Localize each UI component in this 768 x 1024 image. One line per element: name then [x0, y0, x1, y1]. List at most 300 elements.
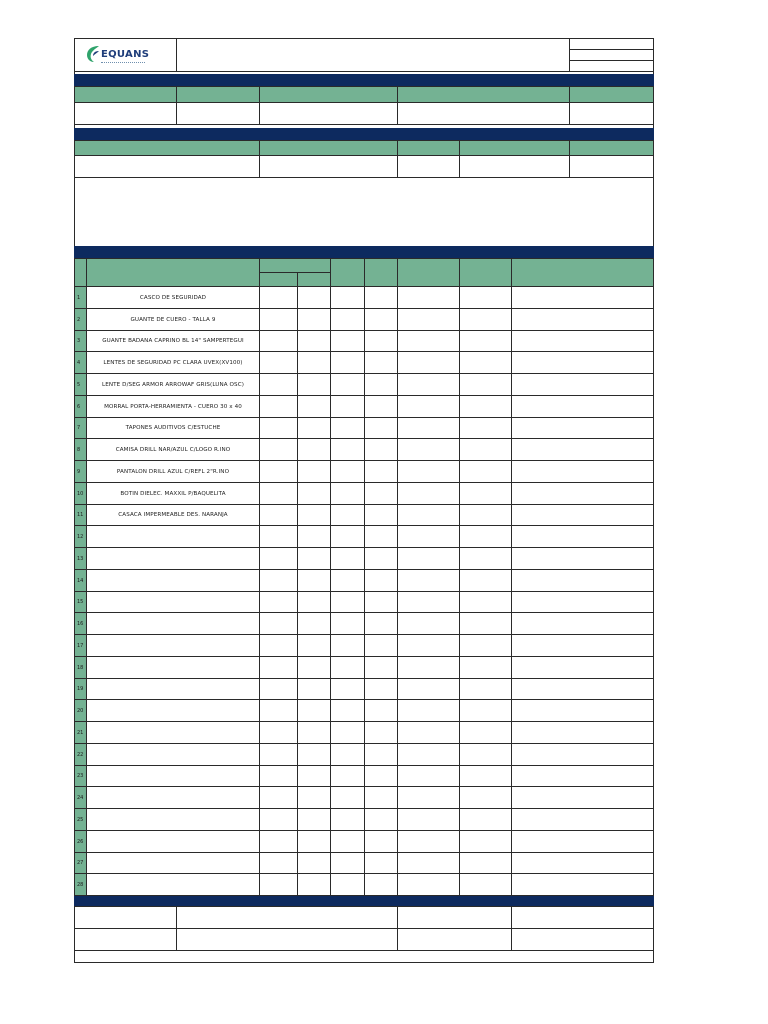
item-description: CASACA IMPERMEABLE DES. NARANJA — [86, 504, 260, 526]
item-cell-c[interactable] — [330, 612, 365, 635]
item-number: 11 — [74, 504, 87, 526]
section-1-field-b[interactable] — [176, 102, 260, 125]
item-cell-d[interactable] — [364, 569, 398, 592]
item-cell-b[interactable] — [297, 438, 331, 461]
item-description: MORRAL PORTA-HERRAMIENTA - CUERO 30 x 40 — [86, 395, 260, 418]
footer-bottom-strip — [74, 950, 654, 963]
section-2-field-b[interactable] — [259, 155, 398, 178]
item-cell-c[interactable] — [330, 330, 365, 352]
item-cell-a[interactable] — [259, 308, 298, 331]
item-cell-d[interactable] — [364, 612, 398, 635]
item-cell-g[interactable] — [511, 395, 654, 418]
title-box — [176, 38, 570, 72]
item-cell-f[interactable] — [459, 547, 512, 570]
item-cell-d[interactable] — [364, 460, 398, 483]
item-description: CAMISA DRILL NAR/AZUL C/LOGO R.INO — [86, 438, 260, 461]
item-number: 14 — [74, 569, 87, 592]
item-description — [86, 612, 260, 635]
item-cell-a[interactable] — [259, 373, 298, 396]
item-cell-a[interactable] — [259, 569, 298, 592]
item-cell-d[interactable] — [364, 743, 398, 766]
item-cell-d[interactable] — [364, 351, 398, 374]
footer-field-4[interactable] — [511, 928, 654, 951]
item-cell-e[interactable] — [397, 373, 460, 396]
item-cell-a[interactable] — [259, 351, 298, 374]
items-header-group — [259, 258, 331, 273]
item-cell-f[interactable] — [459, 286, 512, 309]
item-cell-c[interactable] — [330, 743, 365, 766]
item-cell-g[interactable] — [511, 417, 654, 439]
section-1-header-b — [176, 86, 260, 103]
item-cell-e[interactable] — [397, 612, 460, 635]
item-cell-e[interactable] — [397, 699, 460, 722]
item-description — [86, 765, 260, 787]
item-description — [86, 873, 260, 896]
item-cell-a[interactable] — [259, 438, 298, 461]
item-cell-d[interactable] — [364, 373, 398, 396]
item-cell-e[interactable] — [397, 830, 460, 853]
item-cell-a[interactable] — [259, 395, 298, 418]
item-cell-c[interactable] — [330, 286, 365, 309]
item-cell-d[interactable] — [364, 308, 398, 331]
item-cell-e[interactable] — [397, 286, 460, 309]
section-2-header-b — [259, 140, 398, 156]
logo-tagline-graphic — [101, 62, 145, 64]
item-number: 1 — [74, 286, 87, 309]
item-cell-c[interactable] — [330, 525, 365, 548]
item-cell-e[interactable] — [397, 591, 460, 613]
item-number: 9 — [74, 460, 87, 483]
item-cell-d[interactable] — [364, 765, 398, 787]
item-number: 28 — [74, 873, 87, 896]
item-cell-d[interactable] — [364, 699, 398, 722]
item-cell-g[interactable] — [511, 373, 654, 396]
footer-label-1 — [74, 906, 177, 929]
section-2-header-d — [459, 140, 570, 156]
item-cell-d[interactable] — [364, 547, 398, 570]
item-description: GUANTE BADANA CAPRINO BL 14" SAMPERTEGUI — [86, 330, 260, 352]
item-cell-b[interactable] — [297, 286, 331, 309]
doc-date-box — [569, 60, 654, 72]
item-cell-g[interactable] — [511, 482, 654, 505]
item-cell-d[interactable] — [364, 525, 398, 548]
items-header-sub-a — [259, 272, 298, 287]
item-cell-g[interactable] — [511, 504, 654, 526]
item-cell-a[interactable] — [259, 808, 298, 831]
item-cell-g[interactable] — [511, 612, 654, 635]
item-cell-c[interactable] — [330, 699, 365, 722]
item-description: LENTES DE SEGURIDAD PC CLARA UVEX(XV100) — [86, 351, 260, 374]
item-cell-b[interactable] — [297, 852, 331, 874]
item-cell-d[interactable] — [364, 330, 398, 352]
item-cell-a[interactable] — [259, 591, 298, 613]
item-number: 15 — [74, 591, 87, 613]
notes-area[interactable] — [74, 177, 654, 247]
item-description — [86, 569, 260, 592]
item-cell-f[interactable] — [459, 373, 512, 396]
logo-box — [74, 38, 177, 72]
items-header-sub-b — [297, 272, 331, 287]
item-description — [86, 656, 260, 679]
item-cell-f[interactable] — [459, 308, 512, 331]
item-number: 4 — [74, 351, 87, 374]
item-cell-b[interactable] — [297, 721, 331, 744]
item-cell-c[interactable] — [330, 721, 365, 744]
item-description: BOTIN DIELEC. MAXXIL P/BAQUELITA — [86, 482, 260, 505]
section-1-header-c — [259, 86, 398, 103]
item-cell-b[interactable] — [297, 308, 331, 331]
item-description: TAPONES AUDITIVOS C/ESTUCHE — [86, 417, 260, 439]
item-cell-d[interactable] — [364, 634, 398, 657]
item-description — [86, 547, 260, 570]
item-cell-b[interactable] — [297, 547, 331, 570]
section-2-field-d[interactable] — [459, 155, 570, 178]
item-number: 5 — [74, 373, 87, 396]
item-cell-b[interactable] — [297, 830, 331, 853]
items-header-col-6 — [397, 258, 460, 287]
item-cell-e[interactable] — [397, 417, 460, 439]
item-cell-d[interactable] — [364, 678, 398, 700]
item-cell-b[interactable] — [297, 504, 331, 526]
item-cell-f[interactable] — [459, 482, 512, 505]
item-cell-f[interactable] — [459, 852, 512, 874]
item-cell-e[interactable] — [397, 482, 460, 505]
item-cell-f[interactable] — [459, 786, 512, 809]
footer-field-2[interactable] — [511, 906, 654, 929]
item-cell-g[interactable] — [511, 699, 654, 722]
item-cell-f[interactable] — [459, 395, 512, 418]
item-cell-b[interactable] — [297, 808, 331, 831]
item-cell-a[interactable] — [259, 830, 298, 853]
item-cell-g[interactable] — [511, 656, 654, 679]
item-number: 25 — [74, 808, 87, 831]
item-description — [86, 786, 260, 809]
item-cell-f[interactable] — [459, 525, 512, 548]
item-cell-f[interactable] — [459, 612, 512, 635]
item-cell-g[interactable] — [511, 460, 654, 483]
item-cell-f[interactable] — [459, 830, 512, 853]
item-cell-a[interactable] — [259, 482, 298, 505]
item-number: 26 — [74, 830, 87, 853]
items-header-col-7 — [459, 258, 512, 287]
item-cell-f[interactable] — [459, 504, 512, 526]
item-cell-d[interactable] — [364, 656, 398, 679]
item-cell-b[interactable] — [297, 395, 331, 418]
item-cell-f[interactable] — [459, 351, 512, 374]
item-cell-c[interactable] — [330, 873, 365, 896]
footer-label-2 — [397, 906, 512, 929]
item-cell-e[interactable] — [397, 525, 460, 548]
item-cell-g[interactable] — [511, 525, 654, 548]
section-2-field-c[interactable] — [397, 155, 460, 178]
item-cell-c[interactable] — [330, 656, 365, 679]
item-cell-f[interactable] — [459, 743, 512, 766]
item-cell-c[interactable] — [330, 460, 365, 483]
section-2-header-c — [397, 140, 460, 156]
item-cell-e[interactable] — [397, 808, 460, 831]
item-description — [86, 852, 260, 874]
item-cell-e[interactable] — [397, 678, 460, 700]
item-cell-e[interactable] — [397, 395, 460, 418]
item-cell-g[interactable] — [511, 634, 654, 657]
item-number: 12 — [74, 525, 87, 548]
item-number: 18 — [74, 656, 87, 679]
item-cell-g[interactable] — [511, 852, 654, 874]
footer-label-3 — [74, 928, 177, 951]
item-cell-e[interactable] — [397, 308, 460, 331]
item-cell-c[interactable] — [330, 373, 365, 396]
item-cell-a[interactable] — [259, 286, 298, 309]
item-number: 7 — [74, 417, 87, 439]
section-1-field-d[interactable] — [397, 102, 570, 125]
item-cell-c[interactable] — [330, 395, 365, 418]
item-number: 23 — [74, 765, 87, 787]
section-2-band — [74, 128, 654, 140]
item-cell-c[interactable] — [330, 808, 365, 831]
item-cell-a[interactable] — [259, 656, 298, 679]
item-cell-a[interactable] — [259, 721, 298, 744]
item-cell-f[interactable] — [459, 417, 512, 439]
item-cell-a[interactable] — [259, 873, 298, 896]
item-cell-d[interactable] — [364, 786, 398, 809]
item-cell-d[interactable] — [364, 438, 398, 461]
item-cell-e[interactable] — [397, 547, 460, 570]
item-cell-b[interactable] — [297, 351, 331, 374]
item-cell-e[interactable] — [397, 786, 460, 809]
item-cell-c[interactable] — [330, 438, 365, 461]
item-number: 19 — [74, 678, 87, 700]
item-description: LENTE D/SEG ARMOR ARROWAF GRIS(LUNA OSC) — [86, 373, 260, 396]
item-cell-g[interactable] — [511, 569, 654, 592]
footer-field-1[interactable] — [176, 906, 398, 929]
item-cell-e[interactable] — [397, 504, 460, 526]
item-cell-f[interactable] — [459, 569, 512, 592]
item-cell-d[interactable] — [364, 286, 398, 309]
item-cell-f[interactable] — [459, 678, 512, 700]
item-cell-a[interactable] — [259, 547, 298, 570]
item-cell-a[interactable] — [259, 612, 298, 635]
item-cell-a[interactable] — [259, 460, 298, 483]
section-1-field-c[interactable] — [259, 102, 398, 125]
item-number: 3 — [74, 330, 87, 352]
item-cell-d[interactable] — [364, 852, 398, 874]
item-cell-f[interactable] — [459, 634, 512, 657]
section-2-field-a[interactable] — [74, 155, 260, 178]
item-cell-b[interactable] — [297, 678, 331, 700]
item-number: 8 — [74, 438, 87, 461]
item-cell-c[interactable] — [330, 678, 365, 700]
items-header-col-4 — [330, 258, 365, 287]
item-cell-e[interactable] — [397, 743, 460, 766]
item-cell-c[interactable] — [330, 504, 365, 526]
item-cell-c[interactable] — [330, 417, 365, 439]
item-cell-c[interactable] — [330, 591, 365, 613]
item-cell-a[interactable] — [259, 699, 298, 722]
item-description — [86, 634, 260, 657]
item-number: 2 — [74, 308, 87, 331]
item-description — [86, 678, 260, 700]
item-cell-b[interactable] — [297, 612, 331, 635]
item-cell-b[interactable] — [297, 591, 331, 613]
item-cell-c[interactable] — [330, 547, 365, 570]
item-cell-a[interactable] — [259, 765, 298, 787]
item-cell-b[interactable] — [297, 482, 331, 505]
item-cell-c[interactable] — [330, 786, 365, 809]
item-cell-d[interactable] — [364, 417, 398, 439]
item-cell-g[interactable] — [511, 786, 654, 809]
item-cell-d[interactable] — [364, 808, 398, 831]
section-2-field-e[interactable] — [569, 155, 654, 178]
item-cell-f[interactable] — [459, 438, 512, 461]
item-cell-a[interactable] — [259, 743, 298, 766]
item-cell-e[interactable] — [397, 438, 460, 461]
item-cell-e[interactable] — [397, 765, 460, 787]
item-cell-c[interactable] — [330, 351, 365, 374]
section-1-header-a — [74, 86, 177, 103]
item-cell-e[interactable] — [397, 460, 460, 483]
footer-field-3[interactable] — [176, 928, 398, 951]
section-1-field-a[interactable] — [74, 102, 177, 125]
item-description — [86, 699, 260, 722]
item-cell-a[interactable] — [259, 852, 298, 874]
item-description — [86, 591, 260, 613]
item-cell-g[interactable] — [511, 743, 654, 766]
item-cell-f[interactable] — [459, 330, 512, 352]
item-cell-e[interactable] — [397, 351, 460, 374]
item-cell-a[interactable] — [259, 786, 298, 809]
item-cell-f[interactable] — [459, 721, 512, 744]
item-cell-b[interactable] — [297, 743, 331, 766]
item-number: 10 — [74, 482, 87, 505]
item-cell-b[interactable] — [297, 656, 331, 679]
item-cell-e[interactable] — [397, 330, 460, 352]
item-cell-c[interactable] — [330, 308, 365, 331]
item-cell-b[interactable] — [297, 634, 331, 657]
item-number: 16 — [74, 612, 87, 635]
item-cell-g[interactable] — [511, 765, 654, 787]
item-cell-c[interactable] — [330, 569, 365, 592]
item-cell-g[interactable] — [511, 721, 654, 744]
item-cell-c[interactable] — [330, 852, 365, 874]
item-description: CASCO DE SEGURIDAD — [86, 286, 260, 309]
items-header-col-8 — [511, 258, 654, 287]
item-cell-g[interactable] — [511, 286, 654, 309]
item-cell-d[interactable] — [364, 591, 398, 613]
item-cell-e[interactable] — [397, 569, 460, 592]
logo-wordmark: EQUANS — [101, 49, 150, 60]
item-cell-f[interactable] — [459, 699, 512, 722]
section-2-header-e — [569, 140, 654, 156]
item-cell-d[interactable] — [364, 482, 398, 505]
item-cell-e[interactable] — [397, 656, 460, 679]
item-cell-d[interactable] — [364, 873, 398, 896]
item-cell-g[interactable] — [511, 547, 654, 570]
item-cell-g[interactable] — [511, 308, 654, 331]
item-cell-d[interactable] — [364, 830, 398, 853]
item-number: 24 — [74, 786, 87, 809]
item-description — [86, 525, 260, 548]
section-1-field-e[interactable] — [569, 102, 654, 125]
item-cell-g[interactable] — [511, 678, 654, 700]
item-cell-e[interactable] — [397, 721, 460, 744]
item-description: GUANTE DE CUERO - TALLA 9 — [86, 308, 260, 331]
items-section-band — [74, 246, 654, 258]
item-cell-c[interactable] — [330, 634, 365, 657]
item-cell-f[interactable] — [459, 656, 512, 679]
item-cell-f[interactable] — [459, 460, 512, 483]
item-number: 17 — [74, 634, 87, 657]
item-cell-f[interactable] — [459, 591, 512, 613]
item-cell-e[interactable] — [397, 873, 460, 896]
item-description — [86, 830, 260, 853]
item-cell-e[interactable] — [397, 852, 460, 874]
item-number: 6 — [74, 395, 87, 418]
item-cell-b[interactable] — [297, 460, 331, 483]
item-cell-b[interactable] — [297, 525, 331, 548]
item-cell-b[interactable] — [297, 417, 331, 439]
section-1-header-e — [569, 86, 654, 103]
item-number: 20 — [74, 699, 87, 722]
item-description — [86, 743, 260, 766]
item-cell-c[interactable] — [330, 765, 365, 787]
section-2-header-a — [74, 140, 260, 156]
item-cell-b[interactable] — [297, 569, 331, 592]
item-cell-f[interactable] — [459, 765, 512, 787]
item-cell-d[interactable] — [364, 504, 398, 526]
item-cell-c[interactable] — [330, 830, 365, 853]
item-number: 13 — [74, 547, 87, 570]
item-cell-f[interactable] — [459, 873, 512, 896]
item-cell-a[interactable] — [259, 634, 298, 657]
equans-logo-icon — [85, 45, 101, 63]
item-cell-g[interactable] — [511, 873, 654, 896]
footer-label-4 — [397, 928, 512, 951]
section-1-header-d — [397, 86, 570, 103]
item-cell-a[interactable] — [259, 504, 298, 526]
item-cell-g[interactable] — [511, 330, 654, 352]
item-cell-a[interactable] — [259, 330, 298, 352]
item-cell-d[interactable] — [364, 395, 398, 418]
item-cell-c[interactable] — [330, 482, 365, 505]
item-cell-a[interactable] — [259, 525, 298, 548]
item-cell-g[interactable] — [511, 351, 654, 374]
item-cell-e[interactable] — [397, 634, 460, 657]
item-cell-d[interactable] — [364, 721, 398, 744]
item-cell-g[interactable] — [511, 591, 654, 613]
item-description — [86, 721, 260, 744]
item-number: 22 — [74, 743, 87, 766]
item-cell-g[interactable] — [511, 808, 654, 831]
item-number: 21 — [74, 721, 87, 744]
item-cell-g[interactable] — [511, 830, 654, 853]
item-cell-b[interactable] — [297, 699, 331, 722]
item-cell-a[interactable] — [259, 417, 298, 439]
item-cell-b[interactable] — [297, 330, 331, 352]
items-header-col-5 — [364, 258, 398, 287]
section-1-band — [74, 74, 654, 86]
item-cell-a[interactable] — [259, 678, 298, 700]
items-header-description — [86, 258, 260, 287]
item-number: 27 — [74, 852, 87, 874]
item-cell-f[interactable] — [459, 808, 512, 831]
item-cell-b[interactable] — [297, 786, 331, 809]
item-cell-b[interactable] — [297, 765, 331, 787]
item-description — [86, 808, 260, 831]
item-cell-b[interactable] — [297, 873, 331, 896]
item-cell-b[interactable] — [297, 373, 331, 396]
item-description: PANTALON DRILL AZUL C/REFL 2"R.INO — [86, 460, 260, 483]
item-cell-g[interactable] — [511, 438, 654, 461]
